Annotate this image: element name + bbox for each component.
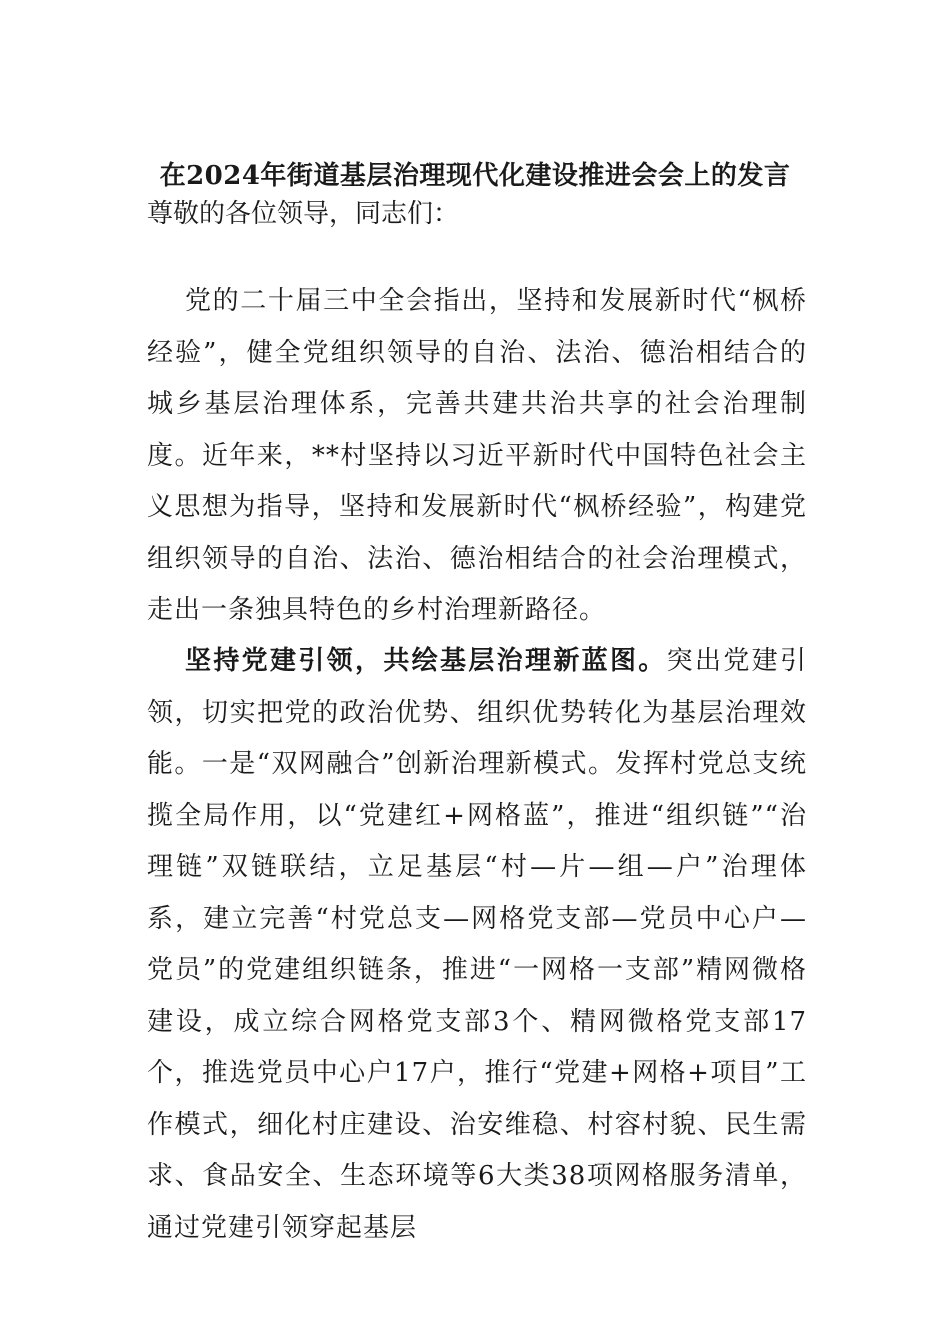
paragraph-body: 突出党建引领，切实把党的政治优势、组织优势转化为基层治理效能。一是“双网融合”创新治理新模式。发挥村党总支统揽全局作用，以“党建红+网格蓝”，推进“组织链”“治理链”双链联结，立足基层“村—片—组—户”治理体系，建立完善“村党总支—网格党支部—党员中心户—党员”的党建组织链条，推进“一网格一支部”精网微格建设，成立综合网格党支部3个、精网微格党支部17个，推选党员中心户17户，推行“党建+网格+项目”工作模式，细化村庄建设、治安维稳、村容村貌、民生需求、食品安全、生态环境等6大类38项网格服务清单，通过党建引领穿起基层 <box>147 646 807 1243</box>
document-title: 在2024年街道基层治理现代化建设推进会会上的发言 <box>159 161 791 191</box>
paragraph-intro <box>147 276 807 637</box>
paragraph-party-building <box>147 636 807 1254</box>
salutation: 尊敬的各位领导，同志们： <box>147 199 460 229</box>
paragraph-body: 党的二十届三中全会指出，坚持和发展新时代“枫桥经验”，健全党组织领导的自治、法治、德治相结合的城乡基层治理体系，完善共建共治共享的社会治理制度。近年来，**村坚持以习近平新时代中国特色社会主义思想为指导，坚持和发展新时代“枫桥经验”，构建党组织领导的自治、法治、德治相结合的社会治理模式，走出一条独具特色的乡村治理新路径。 <box>147 286 807 625</box>
paragraph-lead-heading: 坚持党建引领，共绘基层治理新蓝图。 <box>185 646 667 676</box>
